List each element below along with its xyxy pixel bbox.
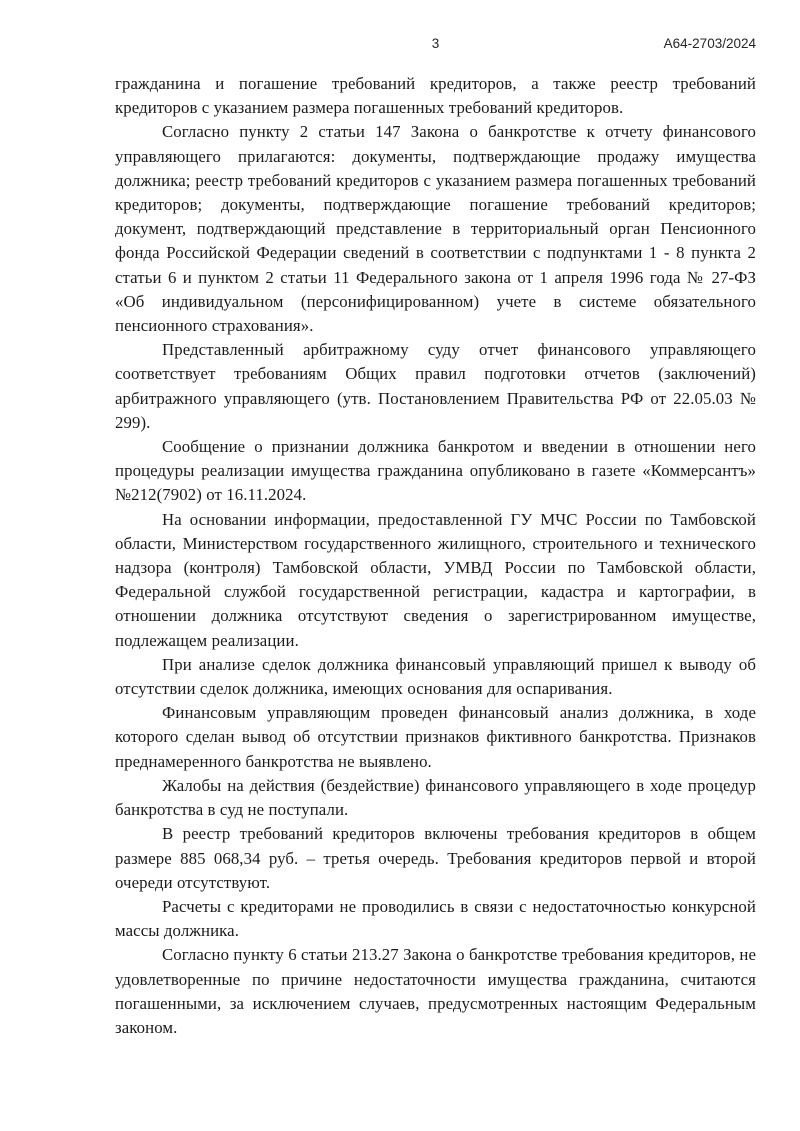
document-body: [115, 72, 756, 1040]
body-paragraph: Расчеты с кредиторами не проводились в связи с недостаточностью конкурсной массы должника.: [115, 896, 756, 941]
page-number: 3: [431, 36, 440, 51]
body-paragraph: Финансовым управляющим проведен финансовый анализ должника, в ходе которого сделан вывод об отсутствии признаков фиктивного банкротства. Признаков преднамеренного банкротства не выявлено.: [115, 703, 756, 771]
body-paragraph: гражданина и погашение требований кредиторов, а также реестр требований кредиторов с указанием размера погашенных требований кредиторов.: [115, 74, 756, 118]
case-number: А64-2703/2024: [663, 36, 756, 51]
running-header: [115, 36, 756, 54]
body-paragraph: Согласно пункту 2 статьи 147 Закона о банкротстве к отчету финансового управляющего прилагаются: документы, подтверждающие продажу имущества должника; реестр требований кредиторов с указанием размера погашенных требований кредиторов; документы, подтверждающие погашение требований кредиторов; документ, подтверждающий представление в территориальный орган Пенсионного фонда Российской Федерации сведений в соответствии с подпунктами 1 - 8 пункта 2 статьи 6 и пунктом 2 статьи 11 Федерального закона от 1 апреля 1996 года № 27-ФЗ «Об индивидуальном (персонифицированном) учете в системе обязательного пенсионного страхования».: [115, 122, 756, 336]
body-paragraph: Жалобы на действия (бездействие) финансового управляющего в ходе процедур банкротства в суд не поступали.: [115, 775, 756, 820]
body-paragraph: Согласно пункту 6 статьи 213.27 Закона о банкротстве требования кредиторов, не удовлетворенные по причине недостаточности имущества гражданина, считаются погашенными, за исключением случаев, предусмотренных настоящим Федеральным законом.: [115, 945, 756, 1037]
body-paragraph: На основании информации, предоставленной ГУ МЧС России по Тамбовской области, Министерством государственного жилищного, строительного и технического надзора (контроля) Тамбовской области, УМВД России по Тамбовской области, Федеральной службой государственной регистрации, кадастра и картографии, в отношении должника отсутствуют сведения о зарегистрированном имуществе, подлежащем реализации.: [115, 509, 756, 650]
body-paragraph: В реестр требований кредиторов включены требования кредиторов в общем размере 885 068,34 руб. – третья очередь. Требования кредиторов первой и второй очереди отсутствуют.: [115, 824, 756, 892]
body-paragraph: При анализе сделок должника финансовый управляющий пришел к выводу об отсутствии сделок должника, имеющих основания для оспаривания.: [115, 654, 756, 699]
body-paragraph: Представленный арбитражному суду отчет финансового управляющего соответствует требованиям Общих правил подготовки отчетов (заключений) арбитражного управляющего (утв. Постановлением Правительства РФ от 22.05.03 № 299).: [115, 340, 756, 432]
body-paragraph: Сообщение о признании должника банкротом и введении в отношении него процедуры реализации имущества гражданина опубликовано в газете «Коммерсантъ» №212(7902) от 16.11.2024.: [115, 437, 756, 505]
